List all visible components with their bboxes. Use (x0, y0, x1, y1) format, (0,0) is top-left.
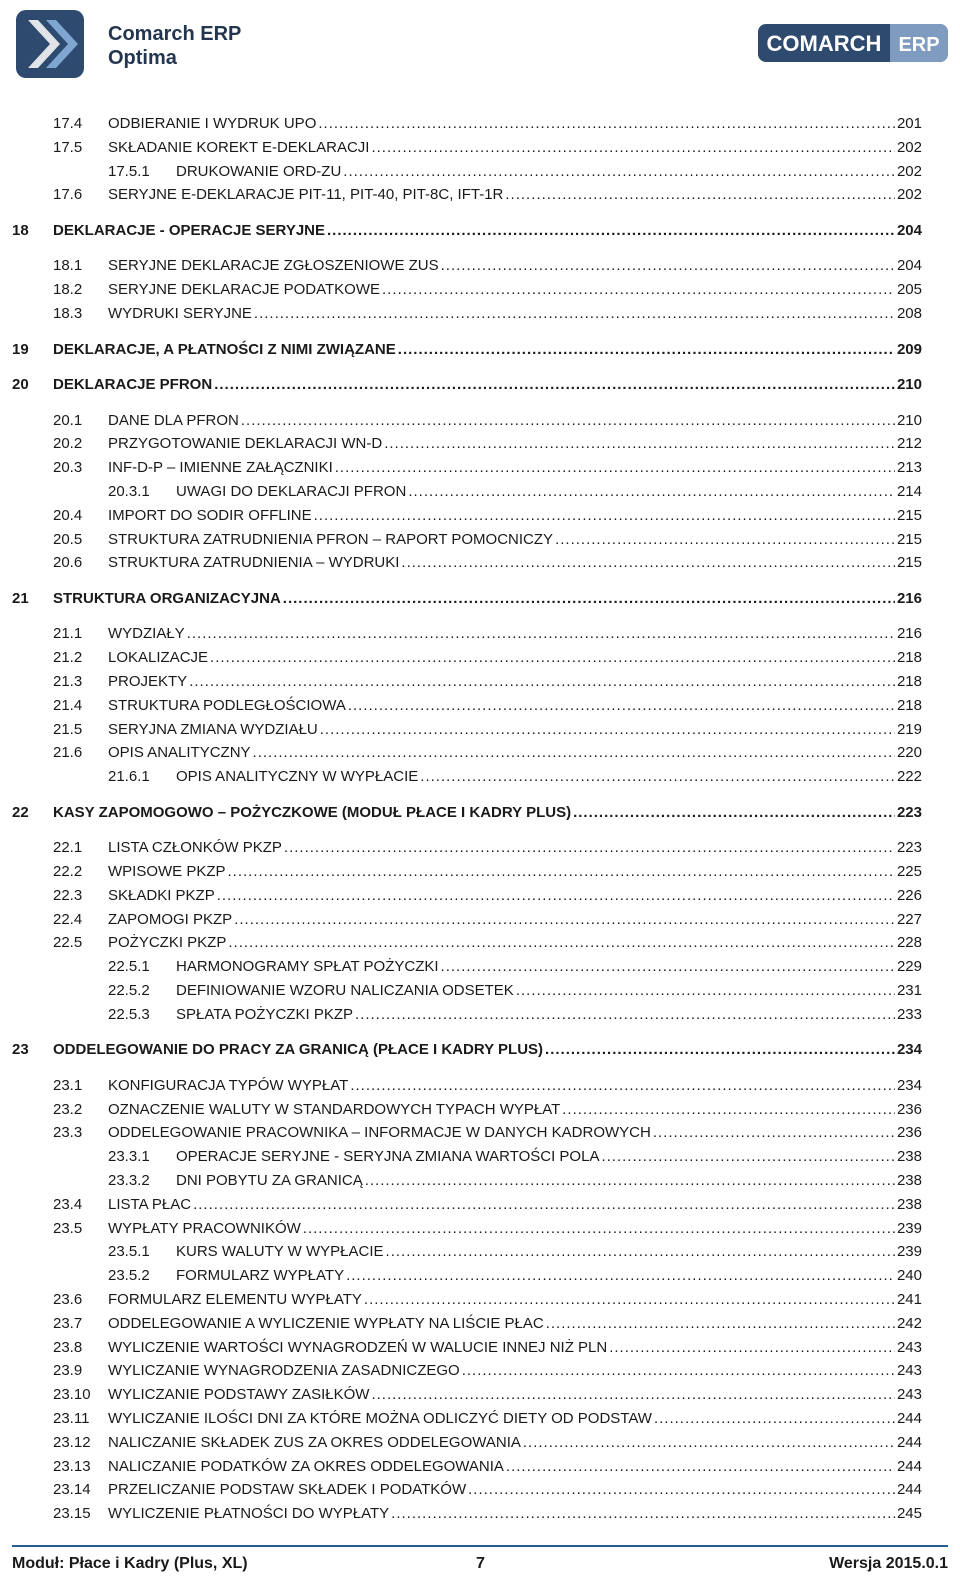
toc-leader-dots (193, 1195, 895, 1215)
toc-entry-number: 21.2 (53, 649, 83, 667)
toc-entry-number: 23.9 (53, 1362, 83, 1380)
toc-entry[interactable] (53, 860, 922, 882)
toc-entry-page: 202 (896, 186, 922, 204)
toc-leader-dots (348, 696, 895, 716)
toc-entry-number: 23.14 (53, 1481, 91, 1499)
toc-entry-title: PROJEKTY (108, 672, 188, 690)
toc-entry[interactable] (53, 836, 922, 858)
toc-entry-title: OPERACJE SERYJNE - SERYJNA ZMIANA WARTOŚCI POLA (176, 1148, 600, 1166)
toc-leader-dots (555, 530, 895, 550)
toc-entry-title: DEKLARACJE PFRON (53, 376, 213, 393)
toc-entry[interactable] (53, 1312, 922, 1334)
toc-leader-dots (382, 280, 895, 300)
toc-entry-title: NALICZANIE SKŁADEK ZUS ZA OKRES ODDELEGOWANIA (108, 1433, 521, 1451)
toc-entry-page: 228 (896, 934, 922, 952)
toc-entry[interactable] (53, 718, 922, 740)
toc-leader-dots (327, 221, 895, 241)
toc-entry-number: 23.8 (53, 1338, 83, 1356)
toc-entry[interactable] (108, 1264, 922, 1286)
toc-entry-page: 244 (896, 1457, 922, 1475)
toc-entry-title: OZNACZENIE WALUTY W STANDARDOWYCH TYPACH WYPŁAT (108, 1100, 561, 1118)
toc-entry-page: 240 (896, 1267, 922, 1285)
toc-entry[interactable] (53, 1455, 922, 1477)
toc-entry-page: 244 (896, 1433, 922, 1451)
page-footer (0, 1545, 960, 1583)
toc-entry-title: ODBIERANIE I WYDRUK UPO (108, 115, 317, 132)
toc-entry-title: UWAGI DO DEKLARACJI PFRON (176, 482, 407, 500)
toc-entry-page: 244 (896, 1409, 922, 1427)
toc-entry-page: 229 (896, 958, 922, 976)
toc-entry-title: ZAPOMOGI PKZP (108, 910, 233, 928)
toc-entry-title: IMPORT DO SODIR OFFLINE (108, 506, 312, 524)
toc-entry-page: 213 (896, 459, 922, 477)
toc-leader-dots (365, 1171, 895, 1191)
svg-text:ERP: ERP (898, 34, 940, 56)
toc-entry-number: 23.3.1 (108, 1148, 150, 1166)
toc-entry-number: 20.4 (53, 506, 83, 524)
toc-entry-page: 220 (896, 744, 922, 762)
toc-entry-page: 216 (896, 589, 922, 607)
toc-entry-number: 20.6 (53, 554, 83, 572)
toc-entry-number: 17.4 (53, 115, 83, 132)
toc-entry-number: 22.5.3 (108, 1005, 150, 1023)
toc-entry-title: WYLICZANIE WYNAGRODZENIA ZASADNICZEGO (108, 1362, 460, 1380)
toc-entry-page: 241 (896, 1290, 922, 1308)
toc-entry-title: WPISOWE PKZP (108, 862, 226, 880)
toc-entry-page: 202 (896, 162, 922, 180)
toc-leader-dots (284, 838, 895, 858)
toc-entry-page: 222 (896, 768, 922, 786)
toc-entry-page: 223 (896, 839, 922, 857)
toc-entry-title: DNI POBYTU ZA GRANICĄ (176, 1171, 363, 1189)
toc-entry-title: WYLICZENIE PŁATNOŚCI DO WYPŁATY (108, 1505, 390, 1523)
toc-entry-title: PRZYGOTOWANIE DEKLARACJI WN-D (108, 435, 383, 453)
toc-entry-number: 22 (12, 803, 29, 821)
toc-entry-title: KONFIGURACJA TYPÓW WYPŁAT (108, 1076, 349, 1094)
toc-entry[interactable] (53, 1074, 922, 1096)
toc-leader-dots (343, 162, 895, 182)
toc-leader-dots (468, 1480, 895, 1500)
toc-entry-title: DEKLARACJE - OPERACJE SERYJNE (53, 221, 325, 239)
toc-entry-page: 209 (896, 340, 922, 358)
toc-entry-title: STRUKTURA ZATRUDNIENIA PFRON – RAPORT POMOCNICZY (108, 530, 554, 548)
toc-leader-dots (217, 886, 895, 906)
toc-leader-dots (314, 506, 895, 526)
toc-entry[interactable] (53, 694, 922, 716)
toc-entry-number: 20.1 (53, 411, 83, 429)
toc-entry[interactable] (53, 1288, 922, 1310)
toc-entry-number: 22.1 (53, 839, 83, 857)
toc-entry[interactable] (108, 955, 922, 977)
toc-leader-dots (214, 375, 895, 395)
brand-line-2: Optima (108, 47, 177, 69)
toc-leader-dots (546, 1314, 895, 1334)
toc-leader-dots (371, 1385, 895, 1405)
toc-entry-title: DRUKOWANIE ORD-ZU (176, 162, 342, 180)
toc-leader-dots (187, 624, 895, 644)
toc-entry-title: SPŁATA POŻYCZKI PKZP (176, 1005, 353, 1023)
toc-leader-dots (506, 1457, 895, 1477)
toc-entry-title: FORMULARZ ELEMENTU WYPŁATY (108, 1290, 362, 1308)
toc-entry-page: 243 (896, 1338, 922, 1356)
toc-leader-dots (573, 803, 895, 823)
toc-leader-dots (253, 743, 895, 763)
toc-leader-dots (364, 1290, 895, 1310)
toc-leader-dots (384, 434, 895, 454)
toc-leader-dots (505, 185, 895, 205)
toc-leader-dots (401, 553, 895, 573)
toc-entry-number: 18.2 (53, 281, 83, 299)
toc-entry-title: WYPŁATY PRACOWNIKÓW (108, 1219, 301, 1237)
toc-entry-page: 205 (896, 281, 922, 299)
toc-entry-number: 20.3 (53, 459, 83, 477)
toc-entry-page: 204 (896, 257, 922, 275)
toc-leader-dots (189, 672, 895, 692)
toc-entry-page: 204 (896, 221, 922, 239)
toc-entry-page: 243 (896, 1362, 922, 1380)
toc-entry-number: 21.5 (53, 720, 83, 738)
toc-entry-page: 242 (896, 1314, 922, 1332)
toc-entry[interactable] (53, 504, 922, 526)
toc-entry[interactable] (53, 302, 922, 324)
toc-entry[interactable] (53, 1193, 922, 1215)
toc-entry-title: SKŁADANIE KOREKT E-DEKLARACJI (108, 138, 370, 156)
brand-line-1: Comarch ERP (108, 23, 242, 45)
toc-leader-dots (346, 1266, 895, 1286)
toc-entry-number: 18.1 (53, 257, 83, 275)
toc-leader-dots (441, 957, 895, 977)
toc-entry[interactable] (108, 1003, 922, 1025)
toc-leader-dots (523, 1433, 895, 1453)
toc-entry-title: SKŁADKI PKZP (108, 886, 215, 904)
toc-leader-dots (320, 720, 895, 740)
toc-entry-title: OPIS ANALITYCZNY W WYPŁACIE (176, 768, 419, 786)
toc-entry-title: STRUKTURA ORGANIZACYJNA (53, 589, 281, 607)
toc-entry-number: 17.5.1 (108, 162, 150, 180)
toc-entry[interactable] (53, 551, 922, 573)
toc-entry-title: INF-D-P – IMIENNE ZAŁĄCZNIKI (108, 459, 333, 477)
toc-entry-page: 210 (896, 376, 922, 393)
toc-entry-number: 23.6 (53, 1290, 83, 1308)
toc-entry-page: 238 (896, 1195, 922, 1213)
toc-leader-dots (371, 138, 895, 158)
toc-entry-title: FORMULARZ WYPŁATY (176, 1267, 345, 1285)
toc-leader-dots (241, 411, 895, 431)
toc-entry[interactable] (53, 646, 922, 668)
toc-entry-title: NALICZANIE PODATKÓW ZA OKRES ODDELEGOWANIA (108, 1457, 504, 1475)
toc-leader-dots (210, 648, 895, 668)
toc-entry[interactable] (12, 219, 922, 241)
toc-entry[interactable] (108, 480, 922, 502)
toc-entry-number: 18 (12, 221, 29, 239)
toc-entry-number: 23.4 (53, 1195, 83, 1213)
toc-entry-page: 212 (896, 435, 922, 453)
toc-entry-number: 23.5 (53, 1219, 83, 1237)
toc-entry-page: 231 (896, 981, 922, 999)
toc-entry-title: SERYJNE DEKLARACJE ZGŁOSZENIOWE ZUS (108, 257, 439, 275)
toc-entry-page: 233 (896, 1005, 922, 1023)
toc-entry[interactable] (108, 160, 922, 182)
toc-entry-page: 243 (896, 1386, 922, 1404)
page-header (0, 0, 960, 100)
toc-entry-page: 218 (896, 696, 922, 714)
toc-entry-page: 227 (896, 910, 922, 928)
toc-entry[interactable] (53, 1478, 922, 1500)
toc-entry-title: STRUKTURA PODLEGŁOŚCIOWA (108, 696, 346, 714)
toc-entry-page: 210 (896, 411, 922, 429)
toc-entry-number: 20.5 (53, 530, 83, 548)
toc-entry[interactable] (53, 1502, 922, 1524)
toc-entry-number: 22.5 (53, 934, 83, 952)
toc-entry-title: DEFINIOWANIE WZORU NALICZANIA ODSETEK (176, 981, 514, 999)
svg-text:COMARCH: COMARCH (766, 31, 882, 56)
toc-entry[interactable] (53, 622, 922, 644)
toc-entry-title: LOKALIZACJE (108, 649, 209, 667)
toc-leader-dots (228, 862, 895, 882)
toc-entry-title: PRZELICZANIE PODSTAW SKŁADEK I PODATKÓW (108, 1481, 467, 1499)
toc-entry-number: 23.13 (53, 1457, 91, 1475)
toc-leader-dots (653, 1123, 895, 1143)
footer-module: Moduł: Płace i Kadry (Plus, XL) (12, 1555, 248, 1572)
toc-entry[interactable] (53, 670, 922, 692)
toc-entry-page: 234 (896, 1041, 922, 1059)
toc-leader-dots (318, 114, 895, 134)
toc-entry[interactable] (108, 1145, 922, 1167)
toc-leader-dots (562, 1100, 895, 1120)
toc-entry[interactable] (53, 1359, 922, 1381)
toc-entry[interactable] (53, 432, 922, 454)
footer-page-number: 7 (476, 1555, 485, 1572)
toc-entry[interactable] (53, 183, 922, 205)
toc-entry-number: 23.1 (53, 1076, 83, 1094)
toc-entry-number: 23.12 (53, 1433, 91, 1451)
optima-emblem-icon (14, 8, 98, 80)
brand-name (108, 22, 241, 70)
toc-entry[interactable] (53, 884, 922, 906)
toc-entry-number: 21.6.1 (108, 768, 150, 786)
toc-entry[interactable] (53, 931, 922, 953)
toc-entry-page: 216 (896, 625, 922, 643)
toc-leader-dots (654, 1409, 895, 1429)
toc-entry-number: 23 (12, 1041, 29, 1059)
toc-leader-dots (386, 1242, 895, 1262)
toc-entry[interactable] (53, 908, 922, 930)
toc-entry[interactable] (53, 1431, 922, 1453)
toc-entry[interactable] (12, 1038, 922, 1060)
toc-leader-dots (335, 458, 895, 478)
toc-entry-title: POŻYCZKI PKZP (108, 934, 227, 952)
toc-entry-number: 20.2 (53, 435, 83, 453)
toc-entry-title: OPIS ANALITYCZNY (108, 744, 251, 762)
toc-entry-title: WYLICZENIE WARTOŚCI WYNAGRODZEŃ W WALUCIE INNEJ NIŻ PLN (108, 1338, 608, 1356)
toc-entry[interactable] (53, 112, 922, 134)
toc-entry[interactable] (12, 373, 922, 395)
toc-entry-number: 23.2 (53, 1100, 83, 1118)
toc-entry-title: WYLICZANIE PODSTAWY ZASIŁKÓW (108, 1386, 370, 1404)
toc-leader-dots (254, 304, 895, 324)
toc-entry-title: SERYJNE E-DEKLARACJE PIT-11, PIT-40, PIT-8C, IFT-1R (108, 186, 504, 204)
toc-leader-dots (283, 589, 895, 609)
toc-entry-title: WYDRUKI SERYJNE (108, 305, 252, 322)
toc-entry[interactable] (108, 765, 922, 787)
toc-entry-page: 245 (896, 1505, 922, 1523)
toc-entry-page: 236 (896, 1100, 922, 1118)
toc-entry-number: 23.5.1 (108, 1243, 150, 1261)
toc-entry[interactable] (53, 278, 922, 300)
toc-entry-title: SERYJNA ZMIANA WYDZIAŁU (108, 720, 318, 738)
toc-entry-number: 21 (12, 589, 29, 607)
comarch-logo (758, 24, 948, 62)
toc-leader-dots (355, 1005, 895, 1025)
toc-entry-number: 23.3 (53, 1124, 83, 1142)
toc-entry-page: 214 (896, 482, 922, 500)
toc-entry[interactable] (53, 136, 922, 158)
toc-entry[interactable] (53, 1383, 922, 1405)
toc-entry-page: 215 (896, 530, 922, 548)
toc-entry-number: 21.6 (53, 744, 83, 762)
comarch-erp-optima-logo (14, 8, 254, 80)
toc-entry-page: 238 (896, 1148, 922, 1166)
comarch-erp-badge-icon (758, 24, 948, 62)
toc-leader-dots (609, 1338, 895, 1358)
toc-leader-dots (601, 1147, 895, 1167)
toc-entry-title: WYDZIAŁY (108, 625, 185, 643)
toc-entry[interactable] (12, 587, 922, 609)
toc-leader-dots (545, 1040, 895, 1060)
toc-entry-number: 23.3.2 (108, 1171, 150, 1189)
toc-entry[interactable] (53, 1217, 922, 1239)
toc-entry-page: 202 (896, 138, 922, 156)
toc-entry[interactable] (12, 338, 922, 360)
toc-entry-number: 19 (12, 340, 29, 358)
toc-entry-number: 22.4 (53, 910, 83, 928)
toc-entry[interactable] (53, 1121, 922, 1143)
footer-divider (12, 1545, 948, 1547)
toc-entry[interactable] (53, 1407, 922, 1429)
toc-entry-number: 23.10 (53, 1386, 91, 1404)
toc-entry-title: ODDELEGOWANIE DO PRACY ZA GRANICĄ (PŁACE I KADRY PLUS) (53, 1041, 544, 1059)
toc-entry-page: 225 (896, 862, 922, 880)
toc-entry-title: KASY ZAPOMOGOWO – POŻYCZKOWE (MODUŁ PŁACE I KADRY PLUS) (53, 803, 572, 821)
toc-entry[interactable] (12, 801, 922, 823)
toc-entry-number: 17.6 (53, 186, 83, 204)
toc-entry-page: 244 (896, 1481, 922, 1499)
toc-leader-dots (303, 1219, 895, 1239)
toc-entry-title: HARMONOGRAMY SPŁAT POŻYCZKI (176, 958, 439, 976)
toc-leader-dots (350, 1076, 895, 1096)
toc-entry-number: 22.5.2 (108, 981, 150, 999)
toc-entry-number: 17.5 (53, 138, 83, 156)
toc-entry-title: SERYJNE DEKLARACJE PODATKOWE (108, 281, 381, 299)
toc-leader-dots (228, 933, 895, 953)
toc-entry[interactable] (53, 1336, 922, 1358)
toc-entry[interactable] (108, 1169, 922, 1191)
toc-entry[interactable] (53, 409, 922, 431)
toc-entry-number: 23.5.2 (108, 1267, 150, 1285)
toc-entry[interactable] (53, 741, 922, 763)
toc-entry-page: 215 (896, 554, 922, 572)
toc-entry-page: 238 (896, 1171, 922, 1189)
toc-leader-dots (234, 910, 895, 930)
toc-entry-number: 23.7 (53, 1314, 83, 1332)
toc-entry-page: 239 (896, 1219, 922, 1237)
footer-version: Wersja 2015.0.1 (829, 1555, 948, 1572)
toc-entry-title: LISTA PŁAC (108, 1195, 192, 1213)
toc-entry-number: 23.15 (53, 1505, 91, 1523)
toc-entry-number: 21.4 (53, 696, 83, 714)
toc-leader-dots (420, 767, 895, 787)
toc-entry-number: 22.5.1 (108, 958, 150, 976)
toc-entry-page: 208 (896, 305, 922, 322)
toc-entry-page: 215 (896, 506, 922, 524)
toc-entry[interactable] (108, 979, 922, 1001)
toc-entry-number: 22.2 (53, 862, 83, 880)
toc-entry-page: 239 (896, 1243, 922, 1261)
toc-leader-dots (408, 482, 895, 502)
toc-entry-title: ODDELEGOWANIE PRACOWNIKA – INFORMACJE W DANYCH KADROWYCH (108, 1124, 651, 1142)
toc-entry-page: 218 (896, 672, 922, 690)
toc-entry-title: DEKLARACJE, A PŁATNOŚCI Z NIMI ZWIĄZANE (53, 340, 396, 358)
toc-leader-dots (441, 256, 895, 276)
toc-leader-dots (398, 340, 895, 360)
toc-entry-number: 23.11 (53, 1409, 90, 1427)
toc-entry[interactable] (53, 456, 922, 478)
toc-entry-number: 20.3.1 (108, 482, 150, 500)
toc-entry[interactable] (53, 254, 922, 276)
toc-leader-dots (516, 981, 895, 1001)
toc-entry-title: WYLICZANIE ILOŚCI DNI ZA KTÓRE MOŻNA ODLICZYĆ DIETY OD PODSTAW (108, 1409, 652, 1427)
toc-entry-page: 201 (896, 115, 922, 132)
toc-entry-page: 218 (896, 649, 922, 667)
toc-entry[interactable] (108, 1240, 922, 1262)
toc-entry-page: 226 (896, 886, 922, 904)
toc-entry-number: 22.3 (53, 886, 83, 904)
toc-entry-title: ODDELEGOWANIE A WYLICZENIE WYPŁATY NA LIŚCIE PŁAC (108, 1314, 544, 1332)
toc-entry-number: 21.3 (53, 672, 83, 690)
toc-leader-dots (462, 1361, 895, 1381)
toc-entry-number: 18.3 (53, 305, 83, 322)
toc-entry-title: STRUKTURA ZATRUDNIENIA – WYDRUKI (108, 554, 400, 572)
toc-entry-title: LISTA CZŁONKÓW PKZP (108, 839, 282, 857)
toc-entry-page: 223 (896, 803, 922, 821)
toc-entry-page: 234 (896, 1076, 922, 1094)
toc-entry[interactable] (53, 528, 922, 550)
toc-entry[interactable] (53, 1098, 922, 1120)
toc-entry-page: 219 (896, 720, 922, 738)
toc-entry-number: 20 (12, 376, 29, 393)
toc-leader-dots (391, 1504, 895, 1524)
toc-entry-number: 21.1 (53, 625, 83, 643)
toc-entry-title: KURS WALUTY W WYPŁACIE (176, 1243, 384, 1261)
toc-entry-page: 236 (896, 1124, 922, 1142)
toc-entry-title: DANE DLA PFRON (108, 411, 239, 429)
